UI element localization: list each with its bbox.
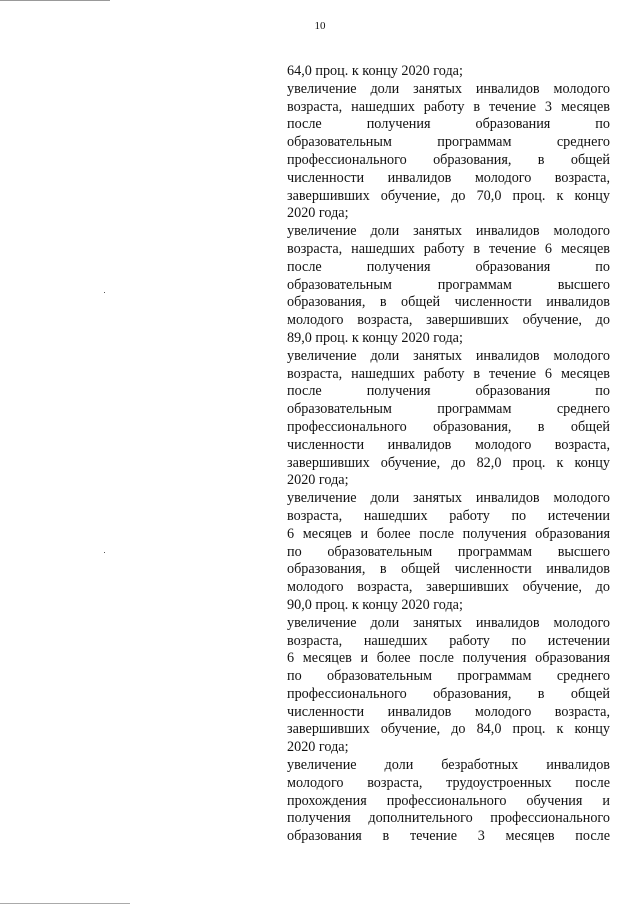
text-line: численности инвалидов молодого возраста,: [287, 169, 610, 186]
text-line: образовательным программам среднего: [287, 401, 610, 418]
text-line: возраста, нашедших работу в течение 3 месяцев: [287, 98, 610, 115]
scan-artifact-top: [0, 0, 110, 1]
text-line: увеличение доли занятых инвалидов молодого: [287, 614, 610, 631]
text-line: возраста, нашедших работу по истечении: [287, 507, 610, 524]
text-line: по образовательным программам среднего: [287, 668, 610, 685]
text-line: по образовательным программам высшего: [287, 543, 610, 560]
text-line: 6 месяцев и более после получения образования: [287, 525, 610, 542]
text-line: увеличение доли занятых инвалидов молодого: [287, 347, 610, 364]
page-number: 10: [314, 20, 326, 32]
text-line: образовательным программам среднего: [287, 134, 610, 151]
text-line: возраста, нашедших работу в течение 6 месяцев: [287, 240, 610, 257]
document-text-column: [287, 63, 610, 846]
text-line: профессионального образования, в общей: [287, 685, 610, 702]
text-line: профессионального образования, в общей: [287, 151, 610, 168]
text-line: профессионального образования, в общей: [287, 418, 610, 435]
scan-speck: [104, 292, 105, 293]
text-line: увеличение доли безработных инвалидов: [287, 757, 610, 774]
text-line: после получения образования по: [287, 116, 610, 133]
text-line: получения дополнительного профессионального: [287, 810, 610, 827]
text-line: увеличение доли занятых инвалидов молодого: [287, 80, 610, 97]
text-line: после получения образования по: [287, 258, 610, 275]
text-line: 2020 года;: [287, 739, 349, 756]
text-line: численности инвалидов молодого возраста,: [287, 703, 610, 720]
scan-artifact-bottom: [0, 903, 130, 904]
text-line: завершивших обучение, до 70,0 проц. к концу: [287, 187, 610, 204]
text-line: образования, в общей численности инвалидов: [287, 561, 610, 578]
text-line: завершивших обучение, до 82,0 проц. к концу: [287, 454, 610, 471]
scan-speck: [104, 552, 105, 553]
text-line: 64,0 проц. к концу 2020 года;: [287, 63, 463, 79]
text-line: увеличение доли занятых инвалидов молодого: [287, 490, 610, 507]
text-line: возраста, нашедших работу по истечении: [287, 632, 610, 649]
text-line: молодого возраста, завершивших обучение, до: [287, 579, 610, 596]
text-line: молодого возраста, завершивших обучение, до: [287, 312, 610, 329]
text-line: 2020 года;: [287, 205, 349, 222]
text-line: численности инвалидов молодого возраста,: [287, 436, 610, 453]
text-line: молодого возраста, трудоустроенных после: [287, 774, 610, 791]
text-line: после получения образования по: [287, 383, 610, 400]
text-line: возраста, нашедших работу в течение 6 месяцев: [287, 365, 610, 382]
text-line: образования в течение 3 месяцев после: [287, 828, 610, 845]
text-line: прохождения профессионального обучения и: [287, 792, 610, 809]
text-line: 89,0 проц. к концу 2020 года;: [287, 329, 463, 346]
text-line: 6 месяцев и более после получения образования: [287, 650, 610, 667]
text-line: 90,0 проц. к концу 2020 года;: [287, 596, 463, 613]
text-line: 2020 года;: [287, 472, 349, 489]
text-line: образования, в общей численности инвалидов: [287, 294, 610, 311]
text-line: завершивших обучение, до 84,0 проц. к концу: [287, 721, 610, 738]
text-line: увеличение доли занятых инвалидов молодого: [287, 223, 610, 240]
text-line: образовательным программам высшего: [287, 276, 610, 293]
